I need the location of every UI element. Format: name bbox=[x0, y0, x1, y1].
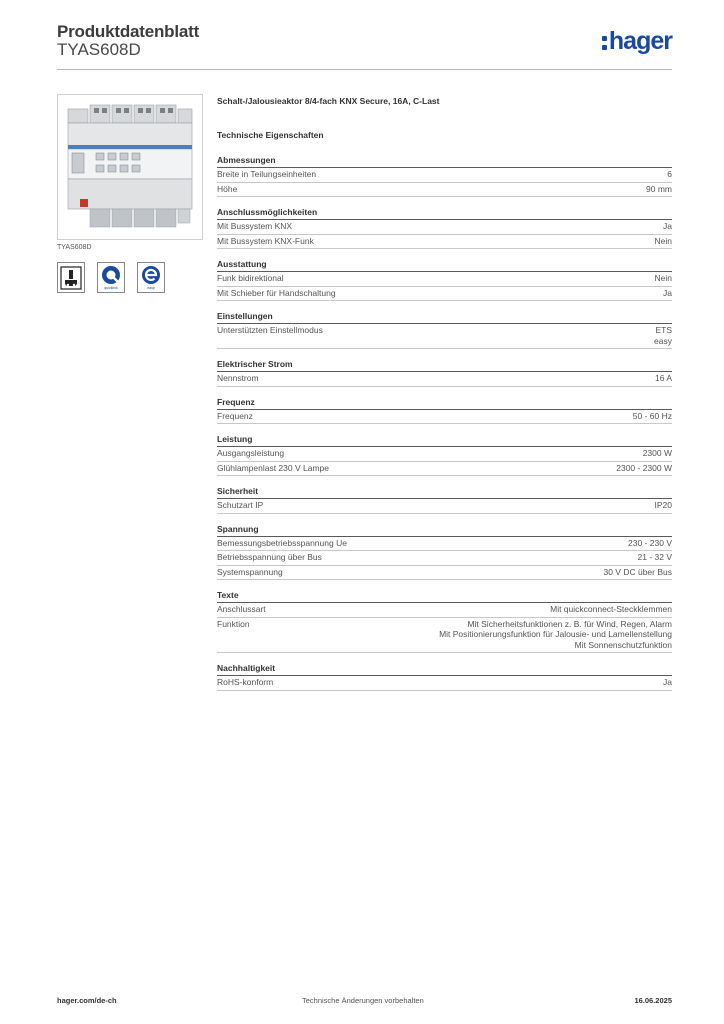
spec-value bbox=[655, 273, 672, 284]
spec-value-line: ETS bbox=[655, 325, 672, 335]
spec-row bbox=[217, 499, 672, 514]
spec-row bbox=[217, 183, 672, 198]
spec-section bbox=[217, 663, 672, 691]
spec-label: Funktion bbox=[217, 618, 250, 629]
spec-label: Ausgangsleistung bbox=[217, 448, 285, 458]
spec-label: RoHS-konform bbox=[217, 677, 274, 687]
spec-section bbox=[217, 486, 672, 514]
spec-label: Anschlussart bbox=[217, 604, 266, 614]
spec-value bbox=[633, 411, 672, 422]
spec-value-line: 16 A bbox=[654, 373, 672, 383]
spec-section bbox=[217, 311, 672, 349]
spec-row bbox=[217, 272, 672, 287]
spec-value-line: 50 - 60 Hz bbox=[632, 410, 672, 421]
spec-value bbox=[646, 184, 672, 195]
tech-properties-title: Technische Eigenschaften bbox=[217, 130, 324, 140]
footer-date: 16.06.2025 bbox=[634, 996, 672, 1005]
spec-value-line: Ja bbox=[663, 287, 672, 298]
easy-label: easy bbox=[147, 286, 155, 290]
logo-text: hager bbox=[608, 27, 672, 55]
spec-section bbox=[217, 359, 672, 387]
spec-section bbox=[217, 207, 672, 249]
spec-section bbox=[217, 397, 672, 425]
spec-row bbox=[217, 537, 672, 552]
spec-value-line: Mit Sonnenschutzfunktion bbox=[574, 639, 672, 650]
spec-value bbox=[663, 288, 672, 299]
page-title: Produktdatenblatt bbox=[57, 22, 200, 41]
spec-value bbox=[603, 567, 672, 578]
spec-value bbox=[655, 500, 673, 511]
product-code: TYAS608D bbox=[57, 40, 141, 59]
spec-row bbox=[217, 618, 672, 654]
spec-value bbox=[654, 325, 672, 346]
spec-label: Frequenz bbox=[217, 410, 253, 421]
spec-label: Betriebsspannung über Bus bbox=[217, 552, 322, 562]
spec-value-line: 30 V DC über Bus bbox=[603, 566, 672, 577]
spec-value-line: IP20 bbox=[654, 500, 672, 510]
spec-section bbox=[217, 524, 672, 581]
spec-value bbox=[628, 538, 672, 549]
spec-row bbox=[217, 462, 672, 477]
spec-label: Schutzart IP bbox=[217, 500, 264, 510]
quicklink-icon bbox=[97, 262, 125, 293]
spec-row bbox=[217, 447, 672, 462]
section-title: Elektrischer Strom bbox=[217, 359, 672, 372]
spec-value-line: Ja bbox=[663, 221, 672, 231]
spec-value-line: Mit Positionierungsfunktion für Jalousie- und Lamellenstellung bbox=[439, 629, 672, 639]
certification-icons bbox=[57, 262, 165, 293]
footer-website: hager.com/de-ch bbox=[57, 996, 117, 1005]
spec-label: Höhe bbox=[217, 183, 238, 194]
spec-value bbox=[655, 373, 672, 384]
spec-value-line: Nein bbox=[654, 235, 672, 246]
section-title: Frequenz bbox=[217, 397, 672, 410]
footer-notice: Technische Änderungen vorbehalten bbox=[302, 996, 424, 1005]
section-title: Abmessungen bbox=[217, 155, 672, 168]
spec-row bbox=[217, 603, 672, 618]
spec-value-line: Nein bbox=[654, 273, 672, 283]
spec-value-line: 230 - 230 V bbox=[628, 537, 672, 548]
spec-row bbox=[217, 220, 672, 235]
spec-value-line: Mit Sicherheitsfunktionen z. B. für Wind, Regen, Alarm bbox=[467, 618, 672, 629]
spec-label: Mit Schieber für Handschaltung bbox=[217, 287, 336, 298]
section-title: Ausstattung bbox=[217, 259, 672, 272]
spec-section bbox=[217, 434, 672, 476]
spec-value-line: 90 mm bbox=[646, 183, 672, 194]
spec-value bbox=[616, 463, 672, 474]
logo-dots-icon bbox=[602, 36, 607, 50]
spec-label: Breite in Teilungseinheiten bbox=[217, 169, 317, 179]
spec-value bbox=[550, 604, 672, 615]
spec-label: Bemessungsbetriebsspannung Ue bbox=[217, 537, 347, 548]
spec-value bbox=[655, 236, 672, 247]
spec-value-line: Ja bbox=[663, 677, 672, 687]
spec-value bbox=[667, 169, 672, 180]
spec-value bbox=[643, 448, 672, 459]
spec-value-line: 2300 W bbox=[642, 448, 672, 458]
spec-value-line: 6 bbox=[667, 169, 672, 179]
spec-value-line: Mit quickconnect-Steckklemmen bbox=[550, 604, 672, 614]
spec-row bbox=[217, 410, 672, 425]
spec-value bbox=[663, 221, 672, 232]
section-title: Spannung bbox=[217, 524, 672, 537]
spec-section bbox=[217, 155, 672, 197]
hand-operation-icon bbox=[57, 262, 85, 293]
spec-label: Glühlampenlast 230 V Lampe bbox=[217, 462, 329, 473]
spec-value bbox=[663, 677, 672, 688]
page-header bbox=[57, 20, 672, 70]
image-caption: TYAS608D bbox=[57, 244, 92, 251]
spec-row bbox=[217, 566, 672, 581]
section-title: Anschlussmöglichkeiten bbox=[217, 207, 672, 220]
section-title: Texte bbox=[217, 590, 672, 603]
spec-section bbox=[217, 259, 672, 301]
spec-sections bbox=[217, 155, 672, 691]
section-title: Sicherheit bbox=[217, 486, 672, 499]
spec-value-line: easy bbox=[654, 335, 672, 346]
spec-label: Systemspannung bbox=[217, 566, 283, 577]
spec-value-line: 2300 - 2300 W bbox=[616, 462, 672, 473]
easy-icon bbox=[137, 262, 165, 293]
spec-row bbox=[217, 676, 672, 691]
spec-table bbox=[217, 96, 672, 701]
spec-label: Mit Bussystem KNX-Funk bbox=[217, 235, 314, 246]
spec-row bbox=[217, 372, 672, 387]
spec-section bbox=[217, 590, 672, 653]
spec-label: Mit Bussystem KNX bbox=[217, 221, 293, 231]
din-rail-actuator-icon bbox=[58, 95, 202, 239]
spec-value-line: 21 - 32 V bbox=[637, 552, 672, 562]
spec-row bbox=[217, 235, 672, 250]
spec-label: Nennstrom bbox=[217, 373, 259, 383]
section-title: Nachhaltigkeit bbox=[217, 663, 672, 676]
spec-value bbox=[439, 619, 672, 651]
product-image bbox=[57, 94, 203, 240]
spec-row bbox=[217, 551, 672, 566]
spec-row bbox=[217, 168, 672, 183]
spec-row bbox=[217, 287, 672, 302]
spec-label: Funk bidirektional bbox=[217, 273, 284, 283]
spec-label: Unterstützten Einstellmodus bbox=[217, 325, 323, 335]
spec-value bbox=[638, 552, 673, 563]
quicklink-label: quicklink bbox=[104, 286, 118, 290]
spec-row bbox=[217, 324, 672, 349]
hager-logo bbox=[602, 28, 672, 54]
section-title: Leistung bbox=[217, 434, 672, 447]
section-title: Einstellungen bbox=[217, 311, 672, 324]
product-name: Schalt-/Jalousieaktor 8/4-fach KNX Secure, 16A, C-Last bbox=[217, 96, 440, 106]
